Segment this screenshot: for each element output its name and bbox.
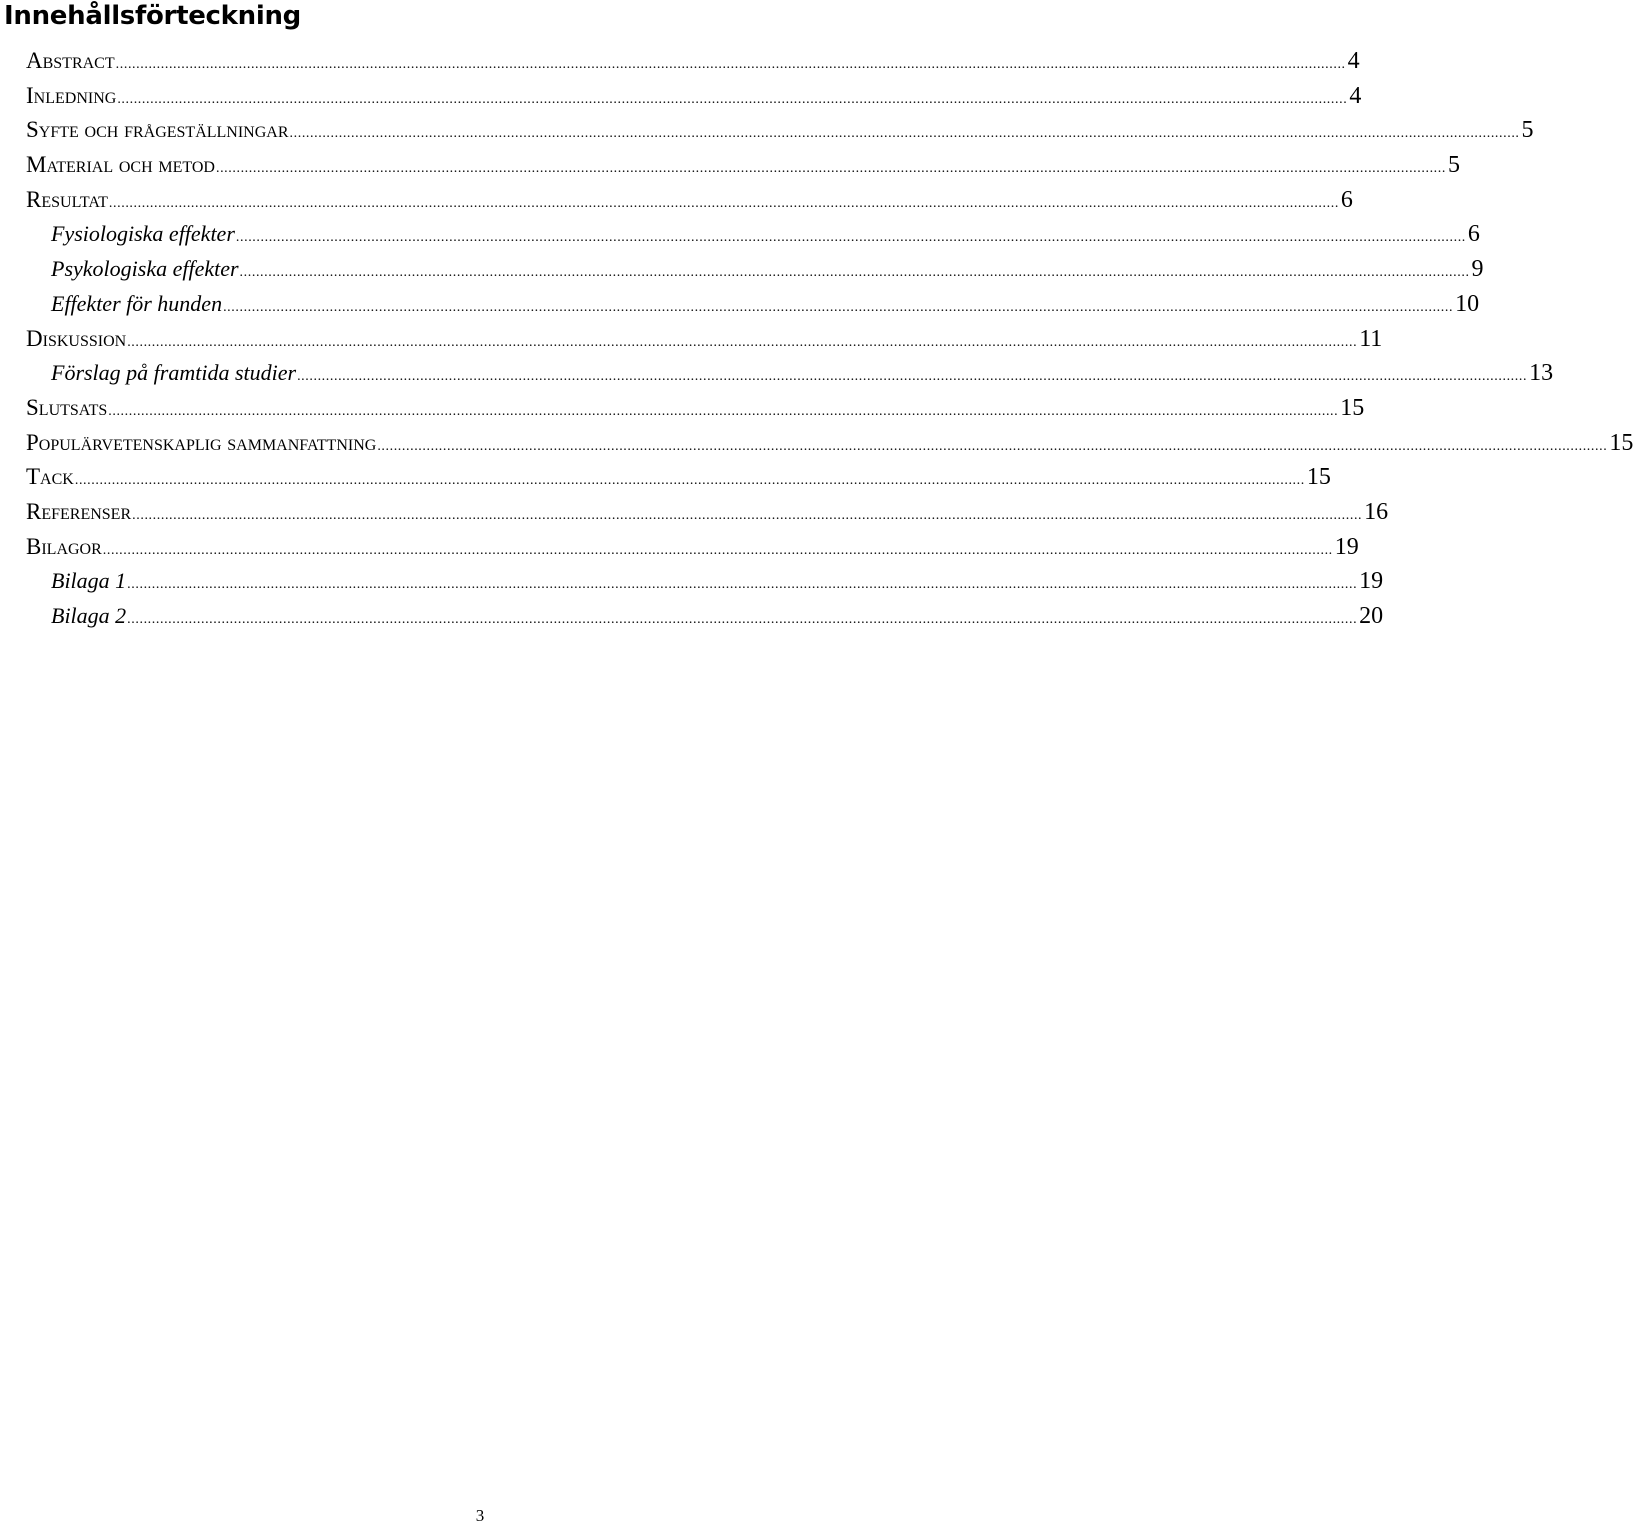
toc-leader-dots: ............................................................................................................................................................................................................................................................................................................ — [115, 57, 1346, 72]
toc-leader-dots: ............................................................................................................................................................................................................................................................................................................ — [127, 577, 1358, 593]
toc-entry-page: 5 — [1521, 117, 1534, 144]
toc-entry-material-och-metod[interactable] — [26, 148, 1460, 183]
toc-entry-page: 9 — [1471, 256, 1484, 283]
toc-leader-dots: ............................................................................................................................................................................................................................................................................................................ — [235, 230, 1466, 246]
toc-entry-page: 13 — [1529, 360, 1554, 387]
toc-entry-label: Psykologiska effekter — [51, 256, 239, 282]
toc-entry-inledning[interactable] — [26, 79, 1362, 114]
toc-entry-label: Inledning — [26, 82, 117, 108]
toc-entry-label: Abstract — [26, 48, 115, 73]
page-number: 3 — [475, 1506, 485, 1525]
toc-entry-label: Slutsats — [26, 394, 108, 420]
toc-entry-page: 4 — [1349, 82, 1362, 109]
table-of-contents — [26, 44, 1633, 634]
toc-entry-referenser[interactable] — [26, 495, 1389, 530]
toc-entry-page: 4 — [1347, 48, 1360, 74]
toc-entry-page: 15 — [1609, 429, 1633, 456]
toc-leader-dots: ............................................................................................................................................................................................................................................................................................................ — [127, 612, 1358, 627]
toc-entry-page: 16 — [1364, 498, 1389, 525]
toc-entry-slutsats[interactable] — [26, 391, 1365, 426]
toc-heading: Innehållsförteckning — [4, 1, 301, 31]
toc-entry-page: 6 — [1467, 221, 1480, 248]
toc-leader-dots: ............................................................................................................................................................................................................................................................................................................ — [377, 438, 1608, 454]
toc-leader-dots: ............................................................................................................................................................................................................................................................................................................ — [74, 473, 1305, 489]
toc-entry-syfte[interactable] — [26, 113, 1534, 148]
toc-entry-label: Bilaga 1 — [51, 568, 127, 594]
toc-entry-label: Material och metod — [26, 152, 215, 178]
toc-entry-effekter-for-hunden[interactable] — [26, 287, 1480, 322]
toc-leader-dots: ............................................................................................................................................................................................................................................................................................................ — [117, 91, 1348, 107]
toc-entry-label: Effekter för hunden — [51, 290, 223, 316]
toc-entry-label: Populärvetenskaplig sammanfattning — [26, 429, 377, 455]
toc-leader-dots: ............................................................................................................................................................................................................................................................................................................ — [102, 542, 1333, 558]
toc-leader-dots: ............................................................................................................................................................................................................................................................................................................ — [127, 334, 1358, 350]
toc-entry-resultat[interactable] — [26, 183, 1353, 218]
toc-leader-dots: ............................................................................................................................................................................................................................................................................................................ — [289, 126, 1520, 142]
toc-leader-dots: ............................................................................................................................................................................................................................................................................................................ — [108, 195, 1339, 211]
toc-entry-label: Referenser — [26, 498, 132, 524]
toc-entry-bilagor[interactable] — [26, 530, 1359, 565]
toc-leader-dots: ............................................................................................................................................................................................................................................................................................................ — [239, 265, 1470, 281]
toc-entry-popularvetenskaplig-sammanfattning[interactable] — [26, 426, 1633, 461]
toc-entry-page: 15 — [1340, 394, 1365, 421]
toc-entry-label: Diskussion — [26, 325, 127, 351]
toc-leader-dots: ............................................................................................................................................................................................................................................................................................................ — [108, 403, 1339, 419]
toc-entry-label: Resultat — [26, 186, 108, 212]
toc-entry-bilaga-2[interactable] — [26, 599, 1384, 634]
toc-entry-label: Tack — [26, 464, 74, 490]
toc-entry-label: Förslag på framtida studier — [51, 360, 297, 386]
toc-entry-page: 19 — [1359, 568, 1384, 595]
toc-entry-tack[interactable] — [26, 460, 1331, 495]
toc-entry-page: 20 — [1359, 603, 1384, 629]
toc-entry-label: Syfte och frågeställningar — [26, 117, 289, 143]
toc-leader-dots: ............................................................................................................................................................................................................................................................................................................ — [297, 369, 1528, 385]
toc-leader-dots: ............................................................................................................................................................................................................................................................................................................ — [215, 161, 1446, 177]
toc-entry-diskussion[interactable] — [26, 322, 1383, 357]
toc-entry-label: Bilaga 2 — [51, 603, 127, 628]
toc-entry-page: 5 — [1447, 152, 1460, 179]
toc-entry-page: 11 — [1359, 325, 1383, 352]
toc-entry-page: 6 — [1340, 186, 1353, 213]
toc-entry-psykologiska-effekter[interactable] — [26, 252, 1484, 287]
toc-entry-page: 10 — [1455, 290, 1480, 317]
toc-entry-page: 15 — [1306, 464, 1331, 491]
toc-entry-page: 19 — [1334, 533, 1359, 560]
toc-entry-fysiologiska-effekter[interactable] — [26, 217, 1480, 252]
toc-entry-label: Fysiologiska effekter — [51, 221, 235, 247]
toc-leader-dots: ............................................................................................................................................................................................................................................................................................................ — [132, 507, 1363, 523]
toc-entry-bilaga-1[interactable] — [26, 564, 1384, 599]
toc-entry-forslag-framtida-studier[interactable] — [26, 356, 1554, 391]
toc-leader-dots: ............................................................................................................................................................................................................................................................................................................ — [223, 299, 1454, 315]
toc-entry-label: Bilagor — [26, 533, 102, 559]
toc-entry-abstract[interactable] — [26, 44, 1360, 79]
